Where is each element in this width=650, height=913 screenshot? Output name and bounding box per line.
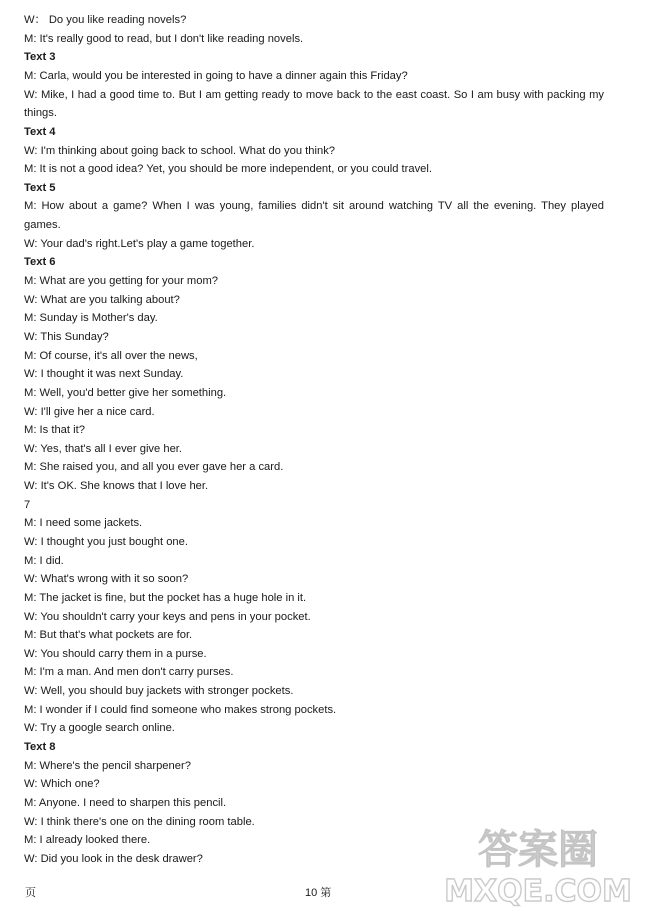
section-heading: Text 4 <box>24 125 56 138</box>
dialogue-line: W: I'm thinking about going back to school. What do you think? <box>24 144 336 157</box>
dialogue-line: W: Well, you should buy jackets with stronger pockets. <box>24 685 294 698</box>
dialogue-line: M: I already looked there. <box>24 834 151 847</box>
dialogue-line: W: I thought you just bought one. <box>24 536 188 548</box>
dialogue-line: M: I'm a man. And men don't carry purses. <box>24 666 234 679</box>
dialogue-line: W: Which one? <box>24 778 100 791</box>
dialogue-line: W: Your dad's right.Let's play a game together. <box>24 237 255 250</box>
dialogue-line: W: I think there's one on the dining room table. <box>24 815 255 828</box>
footer-page-number: 10 第 <box>305 887 332 899</box>
dialogue-line: W: It's OK. She knows that I love her. <box>24 480 209 493</box>
dialogue-line: W: What's wrong with it so soon? <box>24 573 189 586</box>
dialogue-line: W: Did you look in the desk drawer? <box>24 852 203 865</box>
watermark-url-text: MXQE.COM <box>444 874 632 907</box>
dialogue-line: M: The jacket is fine, but the pocket has a huge hole in it. <box>24 591 307 604</box>
dialogue-line: M: It is not a good idea? Yet, you should be more independent, or you could travel. <box>24 163 432 176</box>
dialogue-line: M: It's really good to read, but I don't like reading novels. <box>24 32 304 45</box>
dialogue-line: M: Is that it? <box>24 424 85 437</box>
dialogue-line: M: Well, you'd better give her something. <box>24 386 227 399</box>
dialogue-line: W: You should carry them in a purse. <box>24 647 207 660</box>
dialogue-line: W: Yes, that's all I ever give her. <box>24 442 183 455</box>
dialogue-line: M: I did. <box>24 554 64 567</box>
section-heading: Text 8 <box>24 741 56 754</box>
dialogue-line: W: Mike, I had a good time to. But I am getting ready to move back to the east coast. So I am busy with packing my things. <box>24 88 604 120</box>
dialogue-line: M: Where's the pencil sharpener? <box>24 759 191 772</box>
dialogue-line: M: Anyone. I need to sharpen this pencil. <box>24 796 227 809</box>
footer-page-label: 页 <box>25 887 36 899</box>
dialogue-line: W： Do you like reading novels? <box>24 14 187 26</box>
section-number: 7 <box>24 498 31 511</box>
section-heading: Text 5 <box>24 181 56 194</box>
dialogue-line: W: I thought it was next Sunday. <box>24 368 184 381</box>
dialogue-line: M: She raised you, and all you ever gave her a card. <box>24 461 284 474</box>
dialogue-line: M: How about a game? When I was young, families didn't sit around watching TV all the evening. They played games. <box>24 200 604 232</box>
section-heading: Text 6 <box>24 256 56 269</box>
dialogue-line: W: This Sunday? <box>24 330 109 343</box>
dialogue-line: M: Carla, would you be interested in going to have a dinner again this Friday? <box>24 69 408 82</box>
dialogue-line: M: What are you getting for your mom? <box>24 275 218 288</box>
dialogue-line: M: But that's what pockets are for. <box>24 629 193 642</box>
watermark-logo <box>438 815 638 907</box>
dialogue-line: W: You shouldn't carry your keys and pens in your pocket. <box>24 610 311 623</box>
dialogue-line: M: I wonder if I could find someone who makes strong pockets. <box>24 703 337 716</box>
section-heading: Text 3 <box>24 51 56 64</box>
dialogue-line: W: What are you talking about? <box>24 293 180 306</box>
dialogue-line: W: I'll give her a nice card. <box>24 405 155 418</box>
dialogue-line: M: Of course, it's all over the news, <box>24 349 198 362</box>
watermark-logo-text: 答案圈 <box>478 827 598 873</box>
dialogue-line: M: I need some jackets. <box>24 517 143 530</box>
dialogue-line: M: Sunday is Mother's day. <box>24 312 158 325</box>
dialogue-line: W: Try a google search online. <box>24 722 175 735</box>
document-body <box>24 11 604 869</box>
